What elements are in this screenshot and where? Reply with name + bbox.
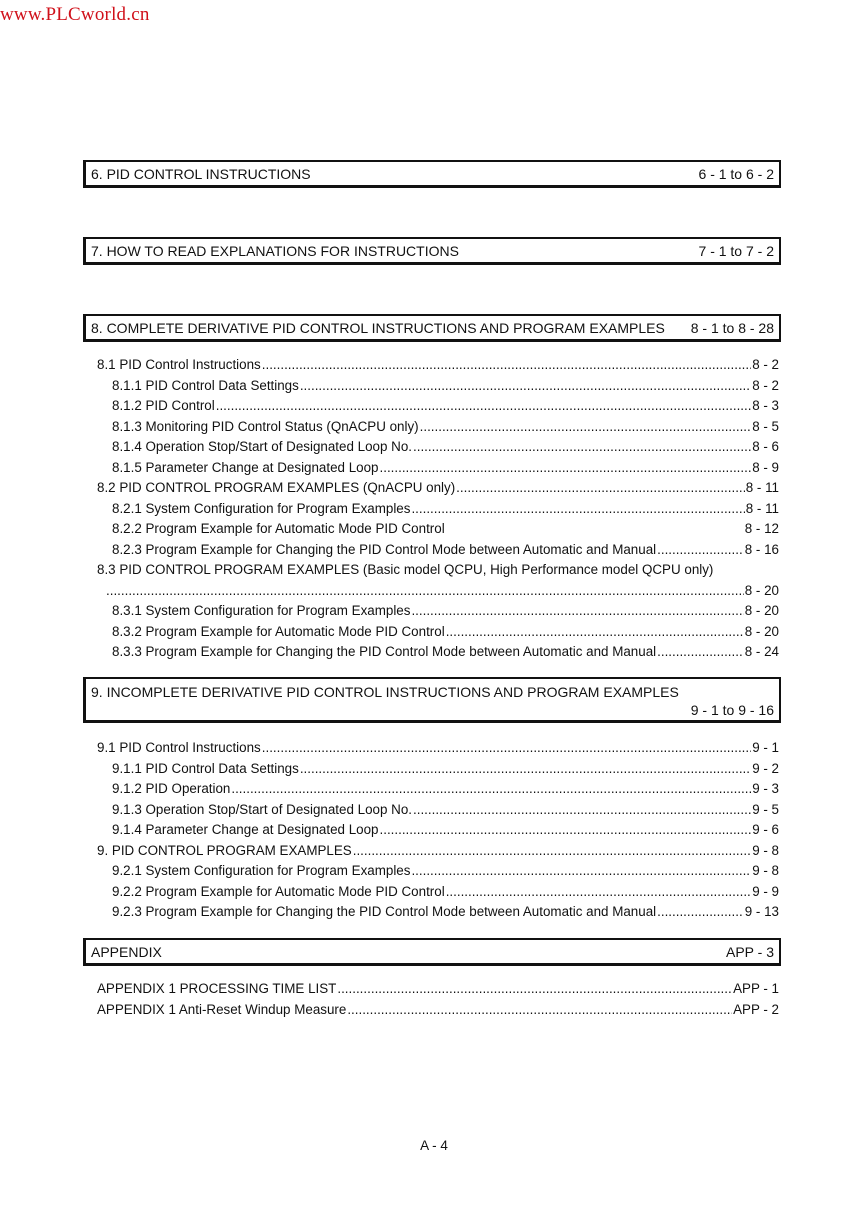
toc-chapter-8	[97, 357, 779, 665]
toc-entry[interactable]: 9.1.2 PID Operation ..... 9 - 3	[97, 781, 779, 802]
toc-entry[interactable]: 8.1.5 Parameter Change at Designated Loop ..... 8 - 9	[97, 460, 779, 481]
toc-entry[interactable]: 8.2.3 Program Example for Changing the PID Control Mode between Automatic and Manual ..... 8 - 16	[97, 542, 779, 563]
toc-entry[interactable]: 8.2.2 Program Example for Automatic Mode PID Control 8 - 12	[112, 521, 779, 536]
chapter-title: 9. INCOMPLETE DERIVATIVE PID CONTROL INSTRUCTIONS AND PROGRAM EXAMPLES	[91, 684, 679, 700]
page-number: A - 4	[420, 1138, 448, 1153]
toc-entry[interactable]: 8.1.1 PID Control Data Settings ..... 8 - 2	[97, 378, 779, 399]
toc-entry[interactable]: APPENDIX 1 Anti-Reset Windup Measure ..... APP - 2	[97, 1002, 779, 1023]
toc-entry[interactable]: APPENDIX 1 PROCESSING TIME LIST ..... APP - 1	[97, 981, 779, 1002]
toc-entry[interactable]: 8.3.1 System Configuration for Program Examples ..... 8 - 20	[97, 603, 779, 624]
toc-entry[interactable]: 9.1 PID Control Instructions ..... 9 - 1	[97, 740, 779, 761]
chapter-8-heading	[83, 314, 781, 342]
chapter-7-heading	[83, 237, 781, 265]
chapter-pages: 9 - 1 to 9 - 16	[690, 702, 774, 718]
toc-entry[interactable]: 8.2 PID CONTROL PROGRAM EXAMPLES (QnACPU only) ..... 8 - 11	[97, 480, 779, 501]
toc-entry[interactable]: 9.2.2 Program Example for Automatic Mode PID Control ..... 9 - 9	[97, 884, 779, 905]
toc-entry[interactable]: 8.3.2 Program Example for Automatic Mode PID Control ..... 8 - 20	[97, 624, 779, 645]
watermark: www.PLCworld.cn	[0, 4, 150, 25]
toc-entry[interactable]: 9.2.1 System Configuration for Program Examples ..... 9 - 8	[97, 863, 779, 884]
chapter-pages: 7 - 1 to 7 - 2	[698, 242, 774, 259]
toc-entry[interactable]: 8.1 PID Control Instructions ..... 8 - 2	[97, 357, 779, 378]
toc-entry[interactable]: 9.2.3 Program Example for Changing the PID Control Mode between Automatic and Manual ..... 9 - 13	[97, 904, 779, 925]
toc-entry[interactable]: 9. PID CONTROL PROGRAM EXAMPLES ..... 9 - 8	[97, 843, 779, 864]
toc-entry[interactable]: 8.1.3 Monitoring PID Control Status (QnACPU only) ..... 8 - 5	[97, 419, 779, 440]
chapter-pages: APP - 3	[726, 943, 774, 960]
chapter-title: 7. HOW TO READ EXPLANATIONS FOR INSTRUCTIONS	[91, 242, 459, 259]
toc-entry[interactable]: 9.1.3 Operation Stop/Start of Designated Loop No. ..... 9 - 5	[97, 802, 779, 823]
toc-entry[interactable]: 8.1.4 Operation Stop/Start of Designated Loop No. ..... 8 - 6	[97, 439, 779, 460]
appendix-heading	[83, 938, 781, 966]
toc-entry[interactable]: 8.3 PID CONTROL PROGRAM EXAMPLES (Basic model QCPU, High Performance model QCPU only)	[97, 562, 714, 577]
chapter-9-heading	[83, 677, 781, 723]
toc-entry[interactable]: 9.1.4 Parameter Change at Designated Loop ..... 9 - 6	[97, 822, 779, 843]
toc-entry[interactable]: 8.3.3 Program Example for Changing the PID Control Mode between Automatic and Manual ..... 8 - 24	[97, 644, 779, 665]
chapter-title: APPENDIX	[91, 943, 162, 960]
toc-entry-continued[interactable]: ..... 8 - 20	[97, 583, 779, 604]
chapter-pages: 8 - 1 to 8 - 28	[690, 319, 774, 336]
toc-entry[interactable]: 9.1.1 PID Control Data Settings ..... 9 - 2	[97, 761, 779, 782]
chapter-title: 6. PID CONTROL INSTRUCTIONS	[91, 165, 311, 182]
toc-appendix	[97, 981, 779, 1022]
chapter-6-heading	[83, 160, 781, 188]
toc-entry[interactable]: 8.1.2 PID Control ..... 8 - 3	[97, 398, 779, 419]
toc-entry[interactable]: 8.2.1 System Configuration for Program Examples ..... 8 - 11	[97, 501, 779, 522]
chapter-pages: 6 - 1 to 6 - 2	[698, 165, 774, 182]
toc-chapter-9	[97, 740, 779, 925]
chapter-title: 8. COMPLETE DERIVATIVE PID CONTROL INSTRUCTIONS AND PROGRAM EXAMPLES	[91, 319, 665, 336]
